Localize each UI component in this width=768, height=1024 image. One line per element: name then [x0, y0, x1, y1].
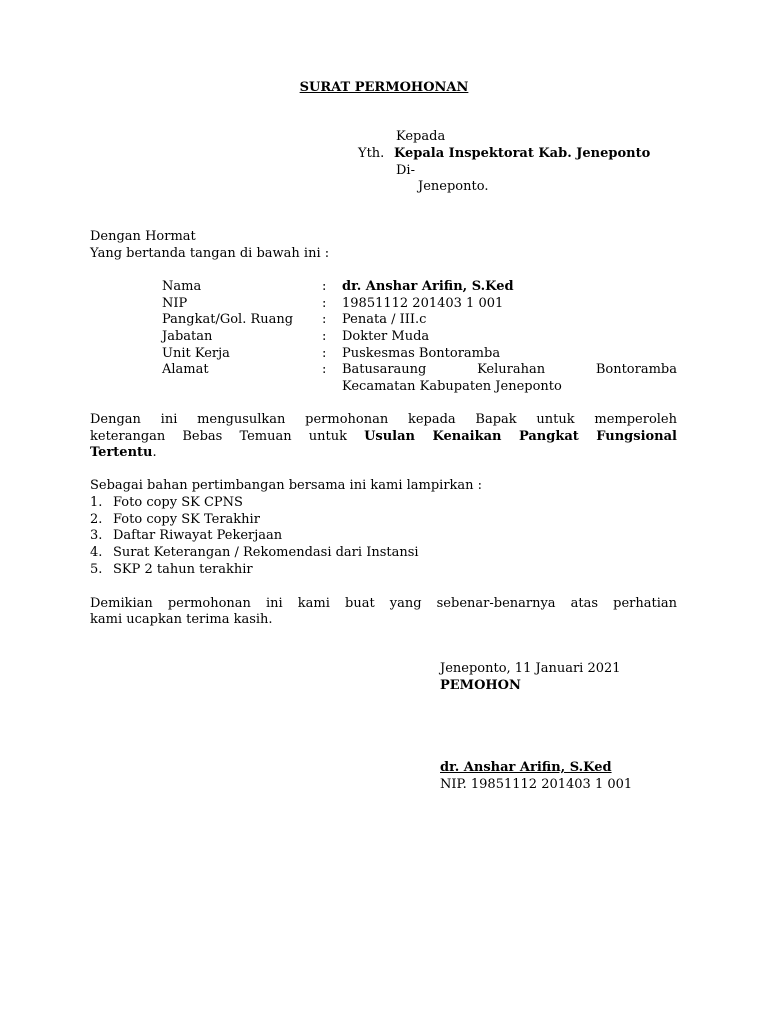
- signature-name: dr. Anshar Arifin, S.Ked: [440, 760, 612, 775]
- recipient-di: Di-: [396, 163, 415, 178]
- body-line-3-bold: Tertentu: [90, 445, 153, 460]
- body-line-1: Dengan ini mengusulkan permohonan kepada Bapak untuk memperoleh: [90, 412, 677, 427]
- identity-label-nama: Nama: [162, 279, 202, 294]
- signature-nip: NIP. 19851112 201403 1 001: [440, 777, 633, 792]
- recipient-name: Kepala Inspektorat Kab. Jeneponto: [394, 146, 651, 161]
- identity-value-alamat-line1: Batusaraung Kelurahan Bontoramba: [342, 362, 677, 377]
- attachment-number: 4.: [90, 545, 103, 560]
- letter-title: SURAT PERMOHONAN: [299, 80, 469, 95]
- closing-line-1: Demikian permohonan ini kami buat yang sebenar-benarnya atas perhatian: [90, 596, 677, 611]
- identity-value-nip: 19851112 201403 1 001: [342, 296, 504, 311]
- identity-colon: :: [322, 362, 327, 377]
- identity-value-nama: dr. Anshar Arifin, S.Ked: [342, 279, 514, 294]
- identity-colon: :: [322, 312, 327, 327]
- identity-colon: :: [322, 296, 327, 311]
- identity-label-alamat: Alamat: [162, 362, 209, 377]
- signature-role: PEMOHON: [440, 678, 521, 693]
- identity-value-alamat-line2: Kecamatan Kabupaten Jeneponto: [342, 379, 562, 394]
- intro-line: Yang bertanda tangan di bawah ini :: [90, 246, 330, 261]
- attachment-item: SKP 2 tahun terakhir: [113, 562, 253, 577]
- attachment-item: Surat Keterangan / Rekomendasi dari Instansi: [113, 545, 419, 560]
- identity-label-jabatan: Jabatan: [162, 329, 213, 344]
- attachment-number: 5.: [90, 562, 103, 577]
- identity-colon: :: [322, 279, 327, 294]
- attachment-item: Foto copy SK Terakhir: [113, 512, 260, 527]
- identity-label-unit-kerja: Unit Kerja: [162, 346, 230, 361]
- recipient-yth: Yth.: [358, 146, 385, 161]
- body-line-2: [90, 428, 677, 445]
- attachment-item: Foto copy SK CPNS: [113, 495, 243, 510]
- body-line-3-end: .: [152, 445, 157, 460]
- attachment-number: 1.: [90, 495, 103, 510]
- recipient-place: Jeneponto.: [418, 179, 489, 194]
- attachments-intro: Sebagai bahan pertimbangan bersama ini kami lampirkan :: [90, 478, 483, 493]
- identity-value-jabatan: Dokter Muda: [342, 329, 430, 344]
- identity-label-pangkat: Pangkat/Gol. Ruang: [162, 312, 294, 327]
- identity-value-pangkat: Penata / III.c: [342, 312, 427, 327]
- attachment-number: 2.: [90, 512, 103, 527]
- body-line-2-plain: keterangan Bebas Temuan untuk: [90, 429, 347, 444]
- body-line-2-bold: Usulan Kenaikan Pangkat Fungsional: [364, 429, 677, 444]
- recipient-kepada: Kepada: [396, 129, 446, 144]
- identity-value-unit-kerja: Puskesmas Bontoramba: [342, 346, 501, 361]
- body-line-3: [90, 445, 157, 461]
- identity-colon: :: [322, 329, 327, 344]
- attachment-item: Daftar Riwayat Pekerjaan: [113, 528, 283, 543]
- greeting: Dengan Hormat: [90, 229, 196, 244]
- closing-line-2: kami ucapkan terima kasih.: [90, 612, 273, 627]
- attachment-number: 3.: [90, 528, 103, 543]
- identity-colon: :: [322, 346, 327, 361]
- signature-place-date: Jeneponto, 11 Januari 2021: [440, 661, 621, 676]
- identity-label-nip: NIP: [162, 296, 188, 311]
